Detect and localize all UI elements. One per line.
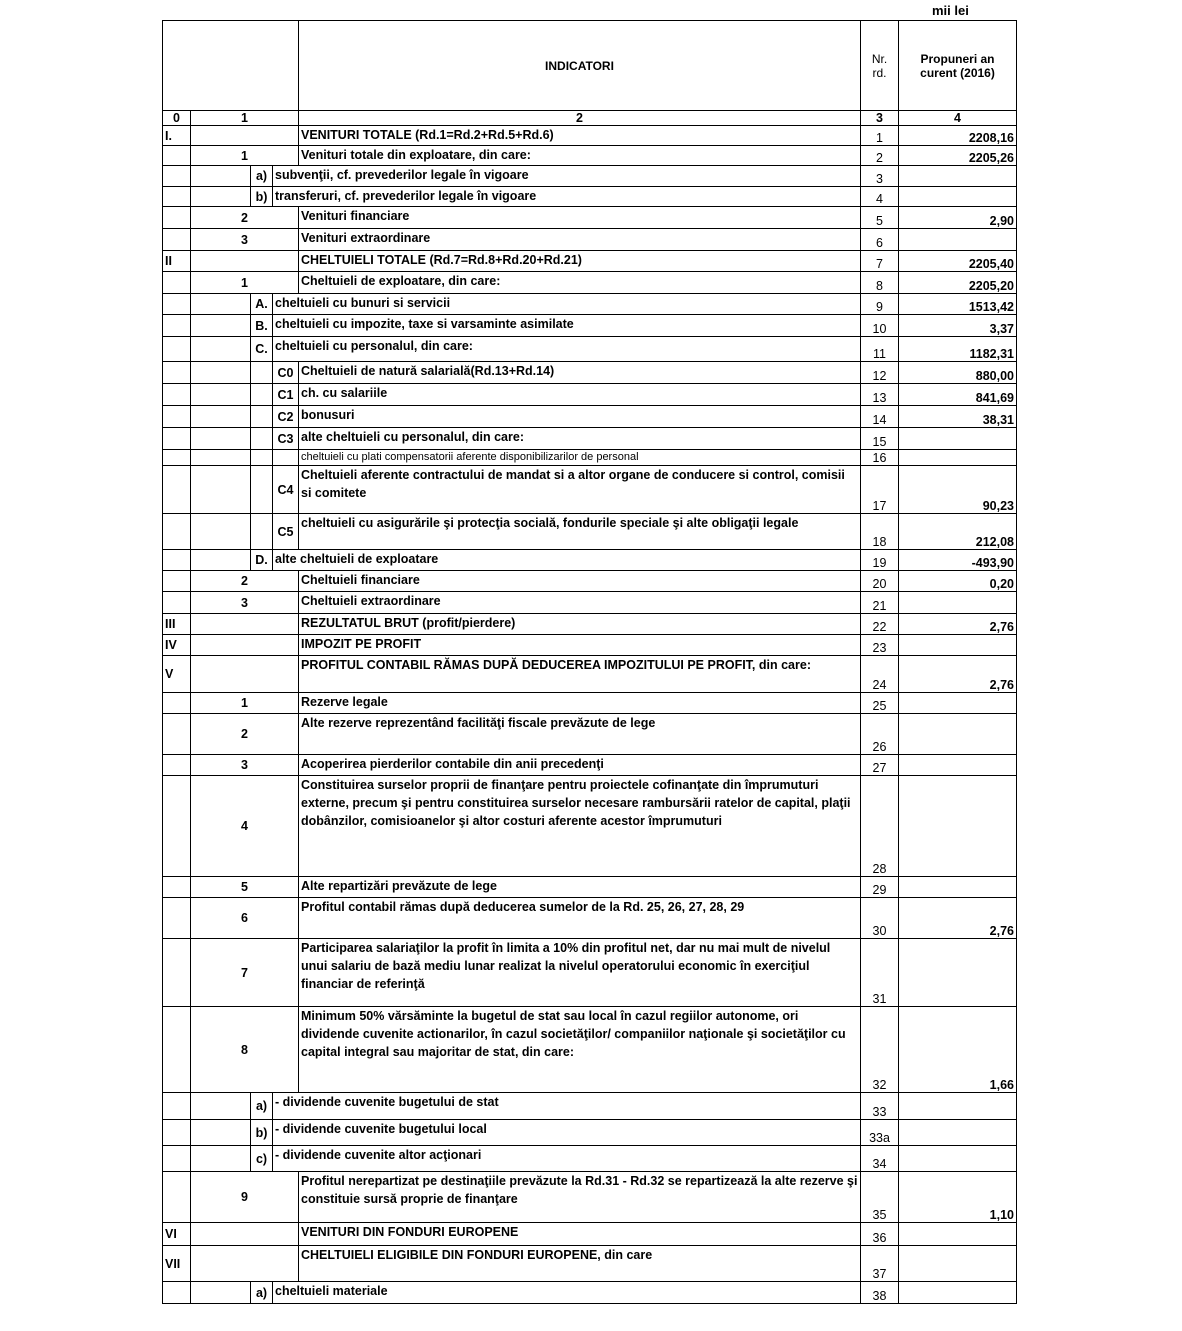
row-number: 37 (861, 1246, 899, 1282)
empty-cell (191, 514, 251, 550)
row-label: Venituri financiare (299, 207, 861, 229)
row-value: 2,76 (899, 898, 1017, 939)
arabic-index: 1 (191, 693, 299, 714)
row-value: 212,08 (899, 514, 1017, 550)
table-row-r28 (163, 776, 1017, 877)
row-number: 1 (861, 126, 899, 146)
index-3: 3 (861, 111, 899, 126)
arabic-index: 2 (191, 207, 299, 229)
row-label: ch. cu salariile (299, 384, 861, 406)
row-value: 0,20 (899, 571, 1017, 592)
row-label: Profitul contabil rămas după deducerea sumelor de la Rd. 25, 26, 27, 28, 29 (299, 898, 861, 939)
row-number: 35 (861, 1172, 899, 1223)
row-label: Alte rezerve reprezentând facilităţi fiscale prevăzute de lege (299, 714, 861, 755)
row-value: 2,76 (899, 614, 1017, 635)
empty-cell (191, 635, 299, 656)
empty-cell (163, 315, 191, 337)
row-number: 15 (861, 428, 899, 450)
empty-cell (163, 550, 191, 571)
row-label: PROFITUL CONTABIL RĂMAS DUPĂ DEDUCEREA IMPOZITULUI PE PROFIT, din care: (299, 656, 861, 693)
row-number: 31 (861, 939, 899, 1007)
table-row-r17 (163, 466, 1017, 514)
code-index: C4 (273, 466, 299, 514)
row-value: 841,69 (899, 384, 1017, 406)
row-label: REZULTATUL BRUT (profit/pierdere) (299, 614, 861, 635)
table-row-r38 (163, 1282, 1017, 1304)
row-value (899, 187, 1017, 207)
table-row-r16 (163, 450, 1017, 466)
empty-cell (163, 714, 191, 755)
empty-cell (163, 207, 191, 229)
row-number: 14 (861, 406, 899, 428)
row-label: - dividende cuvenite bugetului local (273, 1120, 861, 1146)
row-label: transferuri, cf. prevederilor legale în vigoare (273, 187, 861, 207)
arabic-index: 8 (191, 1007, 299, 1093)
empty-cell (163, 1093, 191, 1120)
empty-cell (163, 1007, 191, 1093)
arabic-index: 3 (191, 755, 299, 776)
arabic-index: 4 (191, 776, 299, 877)
row-number: 34 (861, 1146, 899, 1172)
table-row-r20 (163, 571, 1017, 592)
index-1: 1 (191, 111, 299, 126)
table-row-r12 (163, 362, 1017, 384)
code-index: C5 (273, 514, 299, 550)
row-value (899, 1146, 1017, 1172)
empty-cell (163, 187, 191, 207)
table-row-r33 (163, 1093, 1017, 1120)
empty-cell (191, 1146, 251, 1172)
empty-cell (191, 166, 251, 187)
row-label: cheltuieli cu impozite, taxe si varsaminte asimilate (273, 315, 861, 337)
table-row-r32 (163, 1007, 1017, 1093)
row-value (899, 693, 1017, 714)
empty-cell (191, 406, 251, 428)
row-value: 1,66 (899, 1007, 1017, 1093)
empty-cell (191, 187, 251, 207)
row-label: - dividende cuvenite altor acţionari (273, 1146, 861, 1172)
empty-cell (191, 362, 251, 384)
empty-cell (163, 337, 191, 362)
row-label: alte cheltuieli de exploatare (273, 550, 861, 571)
row-value (899, 428, 1017, 450)
row-value (899, 877, 1017, 898)
row-number: 33 (861, 1093, 899, 1120)
row-label: Cheltuieli aferente contractului de mandat si a altor organe de conducere si control, comisii si comitete (299, 466, 861, 514)
table-row-r33a (163, 1120, 1017, 1146)
table-row-r18 (163, 514, 1017, 550)
row-number: 36 (861, 1223, 899, 1246)
empty-cell (163, 428, 191, 450)
row-label: subvenţii, cf. prevederilor legale în vigoare (273, 166, 861, 187)
empty-cell (251, 514, 273, 550)
row-label: IMPOZIT PE PROFIT (299, 635, 861, 656)
roman-index: V (163, 656, 191, 693)
roman-index: II (163, 251, 191, 272)
row-number: 21 (861, 592, 899, 614)
row-number: 9 (861, 294, 899, 315)
row-value (899, 166, 1017, 187)
row-label: cheltuieli cu personalul, din care: (273, 337, 861, 362)
row-value (899, 229, 1017, 251)
table-body (163, 21, 1017, 1304)
row-number: 4 (861, 187, 899, 207)
table-row-r11 (163, 337, 1017, 362)
row-label: cheltuieli materiale (273, 1282, 861, 1304)
empty-cell (163, 877, 191, 898)
arabic-index: 2 (191, 714, 299, 755)
empty-cell (191, 428, 251, 450)
row-number: 29 (861, 877, 899, 898)
roman-index: VII (163, 1246, 191, 1282)
table-row-r2 (163, 146, 1017, 166)
row-number: 28 (861, 776, 899, 877)
arabic-index: 1 (191, 272, 299, 294)
table-row-r21 (163, 592, 1017, 614)
row-value (899, 1282, 1017, 1304)
empty-cell (163, 1146, 191, 1172)
table-row-r30 (163, 898, 1017, 939)
table-row-r14 (163, 406, 1017, 428)
empty-cell (251, 406, 273, 428)
table-row-r8 (163, 272, 1017, 294)
index-2: 2 (299, 111, 861, 126)
empty-cell (163, 1120, 191, 1146)
row-number: 27 (861, 755, 899, 776)
table-row-r4 (163, 187, 1017, 207)
empty-cell (191, 550, 251, 571)
index-row (163, 111, 1017, 126)
letter-index: B. (251, 315, 273, 337)
row-value (899, 1223, 1017, 1246)
empty-cell (163, 939, 191, 1007)
row-label: Cheltuieli extraordinare (299, 592, 861, 614)
row-label: bonusuri (299, 406, 861, 428)
row-number: 19 (861, 550, 899, 571)
roman-index: III (163, 614, 191, 635)
empty-cell (191, 1093, 251, 1120)
row-label: alte cheltuieli cu personalul, din care: (299, 428, 861, 450)
arabic-index: 7 (191, 939, 299, 1007)
row-number: 3 (861, 166, 899, 187)
row-label: - dividende cuvenite bugetului de stat (273, 1093, 861, 1120)
letter-index: D. (251, 550, 273, 571)
empty-cell (191, 1282, 251, 1304)
row-number: 7 (861, 251, 899, 272)
header-nr-rd: Nr. rd. (861, 21, 899, 111)
empty-cell (191, 656, 299, 693)
budget-table (162, 20, 1017, 1304)
row-number: 8 (861, 272, 899, 294)
arabic-index: 9 (191, 1172, 299, 1223)
row-value: 2,76 (899, 656, 1017, 693)
table-row-r9 (163, 294, 1017, 315)
table-row-r10 (163, 315, 1017, 337)
empty-cell (163, 755, 191, 776)
table-row-r37 (163, 1246, 1017, 1282)
row-label: VENITURI DIN FONDURI EUROPENE (299, 1223, 861, 1246)
code-index: C1 (273, 384, 299, 406)
empty-cell (163, 1172, 191, 1223)
row-number: 23 (861, 635, 899, 656)
code-index: C3 (273, 428, 299, 450)
empty-cell (191, 466, 251, 514)
row-value: -493,90 (899, 550, 1017, 571)
row-number: 13 (861, 384, 899, 406)
table-row-r15 (163, 428, 1017, 450)
letter-index: b) (251, 187, 273, 207)
empty-cell (251, 428, 273, 450)
table-row-r29 (163, 877, 1017, 898)
empty-cell (163, 450, 191, 466)
row-label: cheltuieli cu bunuri si servicii (273, 294, 861, 315)
row-label: CHELTUIELI ELIGIBILE DIN FONDURI EUROPENE, din care (299, 1246, 861, 1282)
row-label: Alte repartizări prevăzute de lege (299, 877, 861, 898)
empty-cell (191, 126, 299, 146)
table-row-r22 (163, 614, 1017, 635)
code-index: C2 (273, 406, 299, 428)
empty-cell (163, 272, 191, 294)
row-label: Constituirea surselor proprii de finanţare pentru proiectele cofinanţate din împrumuturi externe, precum şi pentru constituirea surselor necesare rambursării ratelor de capital, plaţii dobânzilor, comisioanelor şi altor costuri aferente acestor împrumuturi (299, 776, 861, 877)
code-index: C0 (273, 362, 299, 384)
table-row-r1 (163, 126, 1017, 146)
empty-cell (163, 146, 191, 166)
row-label: Venituri extraordinare (299, 229, 861, 251)
empty-cell (251, 362, 273, 384)
row-label: Acoperirea pierderilor contabile din anii precedenţi (299, 755, 861, 776)
row-value (899, 939, 1017, 1007)
empty-cell (163, 898, 191, 939)
row-label: Rezerve legale (299, 693, 861, 714)
row-value: 2208,16 (899, 126, 1017, 146)
row-number: 17 (861, 466, 899, 514)
row-label: Participarea salariaţilor la profit în limita a 10% din profitul net, dar nu mai mult de nivelul unui salariu de bază mediu lunar realizat la nivelul operatorului economic în exerciţiul financiar de referinţă (299, 939, 861, 1007)
empty-cell (163, 776, 191, 877)
row-label: VENITURI TOTALE (Rd.1=Rd.2+Rd.5+Rd.6) (299, 126, 861, 146)
table-row-r3 (163, 166, 1017, 187)
empty-cell (191, 384, 251, 406)
row-number: 18 (861, 514, 899, 550)
table-row-r35 (163, 1172, 1017, 1223)
index-4: 4 (899, 111, 1017, 126)
row-label: Cheltuieli de natură salarială(Rd.13+Rd.14) (299, 362, 861, 384)
row-value: 90,23 (899, 466, 1017, 514)
empty-cell (163, 294, 191, 315)
arabic-index: 5 (191, 877, 299, 898)
letter-index: A. (251, 294, 273, 315)
row-number: 16 (861, 450, 899, 466)
empty-cell (163, 229, 191, 251)
empty-cell (191, 450, 251, 466)
row-label: cheltuieli cu plati compensatorii aferente disponibilizarilor de personal (299, 450, 861, 466)
row-value (899, 635, 1017, 656)
letter-index: b) (251, 1120, 273, 1146)
row-label: Venituri totale din exploatare, din care: (299, 146, 861, 166)
row-number: 10 (861, 315, 899, 337)
row-value: 1513,42 (899, 294, 1017, 315)
arabic-index: 6 (191, 898, 299, 939)
code-index (273, 450, 299, 466)
index-0: 0 (163, 111, 191, 126)
row-label: CHELTUIELI TOTALE (Rd.7=Rd.8+Rd.20+Rd.21) (299, 251, 861, 272)
empty-cell (163, 571, 191, 592)
row-number: 6 (861, 229, 899, 251)
row-value (899, 1120, 1017, 1146)
row-number: 30 (861, 898, 899, 939)
row-number: 24 (861, 656, 899, 693)
empty-cell (191, 294, 251, 315)
letter-index: c) (251, 1146, 273, 1172)
row-value (899, 714, 1017, 755)
row-number: 5 (861, 207, 899, 229)
table-row-r5 (163, 207, 1017, 229)
empty-cell (163, 166, 191, 187)
table-row-r7 (163, 251, 1017, 272)
table-row-r31 (163, 939, 1017, 1007)
roman-index: VI (163, 1223, 191, 1246)
row-value (899, 755, 1017, 776)
row-value: 1,10 (899, 1172, 1017, 1223)
table-row-r24 (163, 656, 1017, 693)
row-value: 2205,26 (899, 146, 1017, 166)
row-number: 32 (861, 1007, 899, 1093)
table-row-r6 (163, 229, 1017, 251)
header-blank (163, 21, 299, 111)
arabic-index: 2 (191, 571, 299, 592)
row-value: 2205,40 (899, 251, 1017, 272)
empty-cell (251, 450, 273, 466)
roman-index: I. (163, 126, 191, 146)
row-label: Profitul nerepartizat pe destinaţiile prevăzute la Rd.31 - Rd.32 se repartizează la alte rezerve şi constituie sursă proprie de finanţare (299, 1172, 861, 1223)
header-propuneri: Propuneri an curent (2016) (899, 21, 1017, 111)
row-value: 2205,20 (899, 272, 1017, 294)
empty-cell (191, 315, 251, 337)
row-number: 33a (861, 1120, 899, 1146)
row-value (899, 592, 1017, 614)
empty-cell (251, 466, 273, 514)
table-row-r36 (163, 1223, 1017, 1246)
table-row-r23 (163, 635, 1017, 656)
letter-index: a) (251, 166, 273, 187)
row-value (899, 450, 1017, 466)
arabic-index: 3 (191, 229, 299, 251)
table-row-r19 (163, 550, 1017, 571)
empty-cell (191, 1223, 299, 1246)
table-row-r34 (163, 1146, 1017, 1172)
empty-cell (163, 466, 191, 514)
arabic-index: 3 (191, 592, 299, 614)
row-number: 22 (861, 614, 899, 635)
unit-label: mii lei (932, 3, 969, 18)
arabic-index: 1 (191, 146, 299, 166)
row-value: 880,00 (899, 362, 1017, 384)
letter-index: a) (251, 1282, 273, 1304)
row-value: 38,31 (899, 406, 1017, 428)
roman-index: IV (163, 635, 191, 656)
row-label: cheltuieli cu asigurările şi protecţia socială, fondurile speciale şi alte obligaţii legale (299, 514, 861, 550)
empty-cell (251, 384, 273, 406)
empty-cell (191, 1246, 299, 1282)
empty-cell (163, 1282, 191, 1304)
row-number: 38 (861, 1282, 899, 1304)
table-row-r27 (163, 755, 1017, 776)
empty-cell (163, 693, 191, 714)
row-number: 12 (861, 362, 899, 384)
letter-index: C. (251, 337, 273, 362)
table-row-r13 (163, 384, 1017, 406)
row-value: 2,90 (899, 207, 1017, 229)
row-value: 3,37 (899, 315, 1017, 337)
row-label: Minimum 50% vărsăminte la bugetul de stat sau local în cazul regiilor autonome, ori dividende cuvenite actionarilor, în cazul societăţilor/ companiilor naţionale şi societăţilor cu capital integral sau majoritar de stat, din care: (299, 1007, 861, 1093)
empty-cell (163, 384, 191, 406)
row-label: Cheltuieli financiare (299, 571, 861, 592)
row-number: 2 (861, 146, 899, 166)
table-row-r26 (163, 714, 1017, 755)
empty-cell (191, 337, 251, 362)
row-number: 20 (861, 571, 899, 592)
row-value (899, 776, 1017, 877)
empty-cell (191, 614, 299, 635)
row-number: 25 (861, 693, 899, 714)
row-number: 11 (861, 337, 899, 362)
empty-cell (163, 362, 191, 384)
row-label: Cheltuieli de exploatare, din care: (299, 272, 861, 294)
empty-cell (191, 251, 299, 272)
letter-index: a) (251, 1093, 273, 1120)
row-number: 26 (861, 714, 899, 755)
row-value: 1182,31 (899, 337, 1017, 362)
row-value (899, 1246, 1017, 1282)
table-row-r25 (163, 693, 1017, 714)
row-value (899, 1093, 1017, 1120)
empty-cell (163, 406, 191, 428)
empty-cell (191, 1120, 251, 1146)
header-row (163, 21, 1017, 111)
empty-cell (163, 514, 191, 550)
header-indicatori: INDICATORI (299, 21, 861, 111)
empty-cell (163, 592, 191, 614)
